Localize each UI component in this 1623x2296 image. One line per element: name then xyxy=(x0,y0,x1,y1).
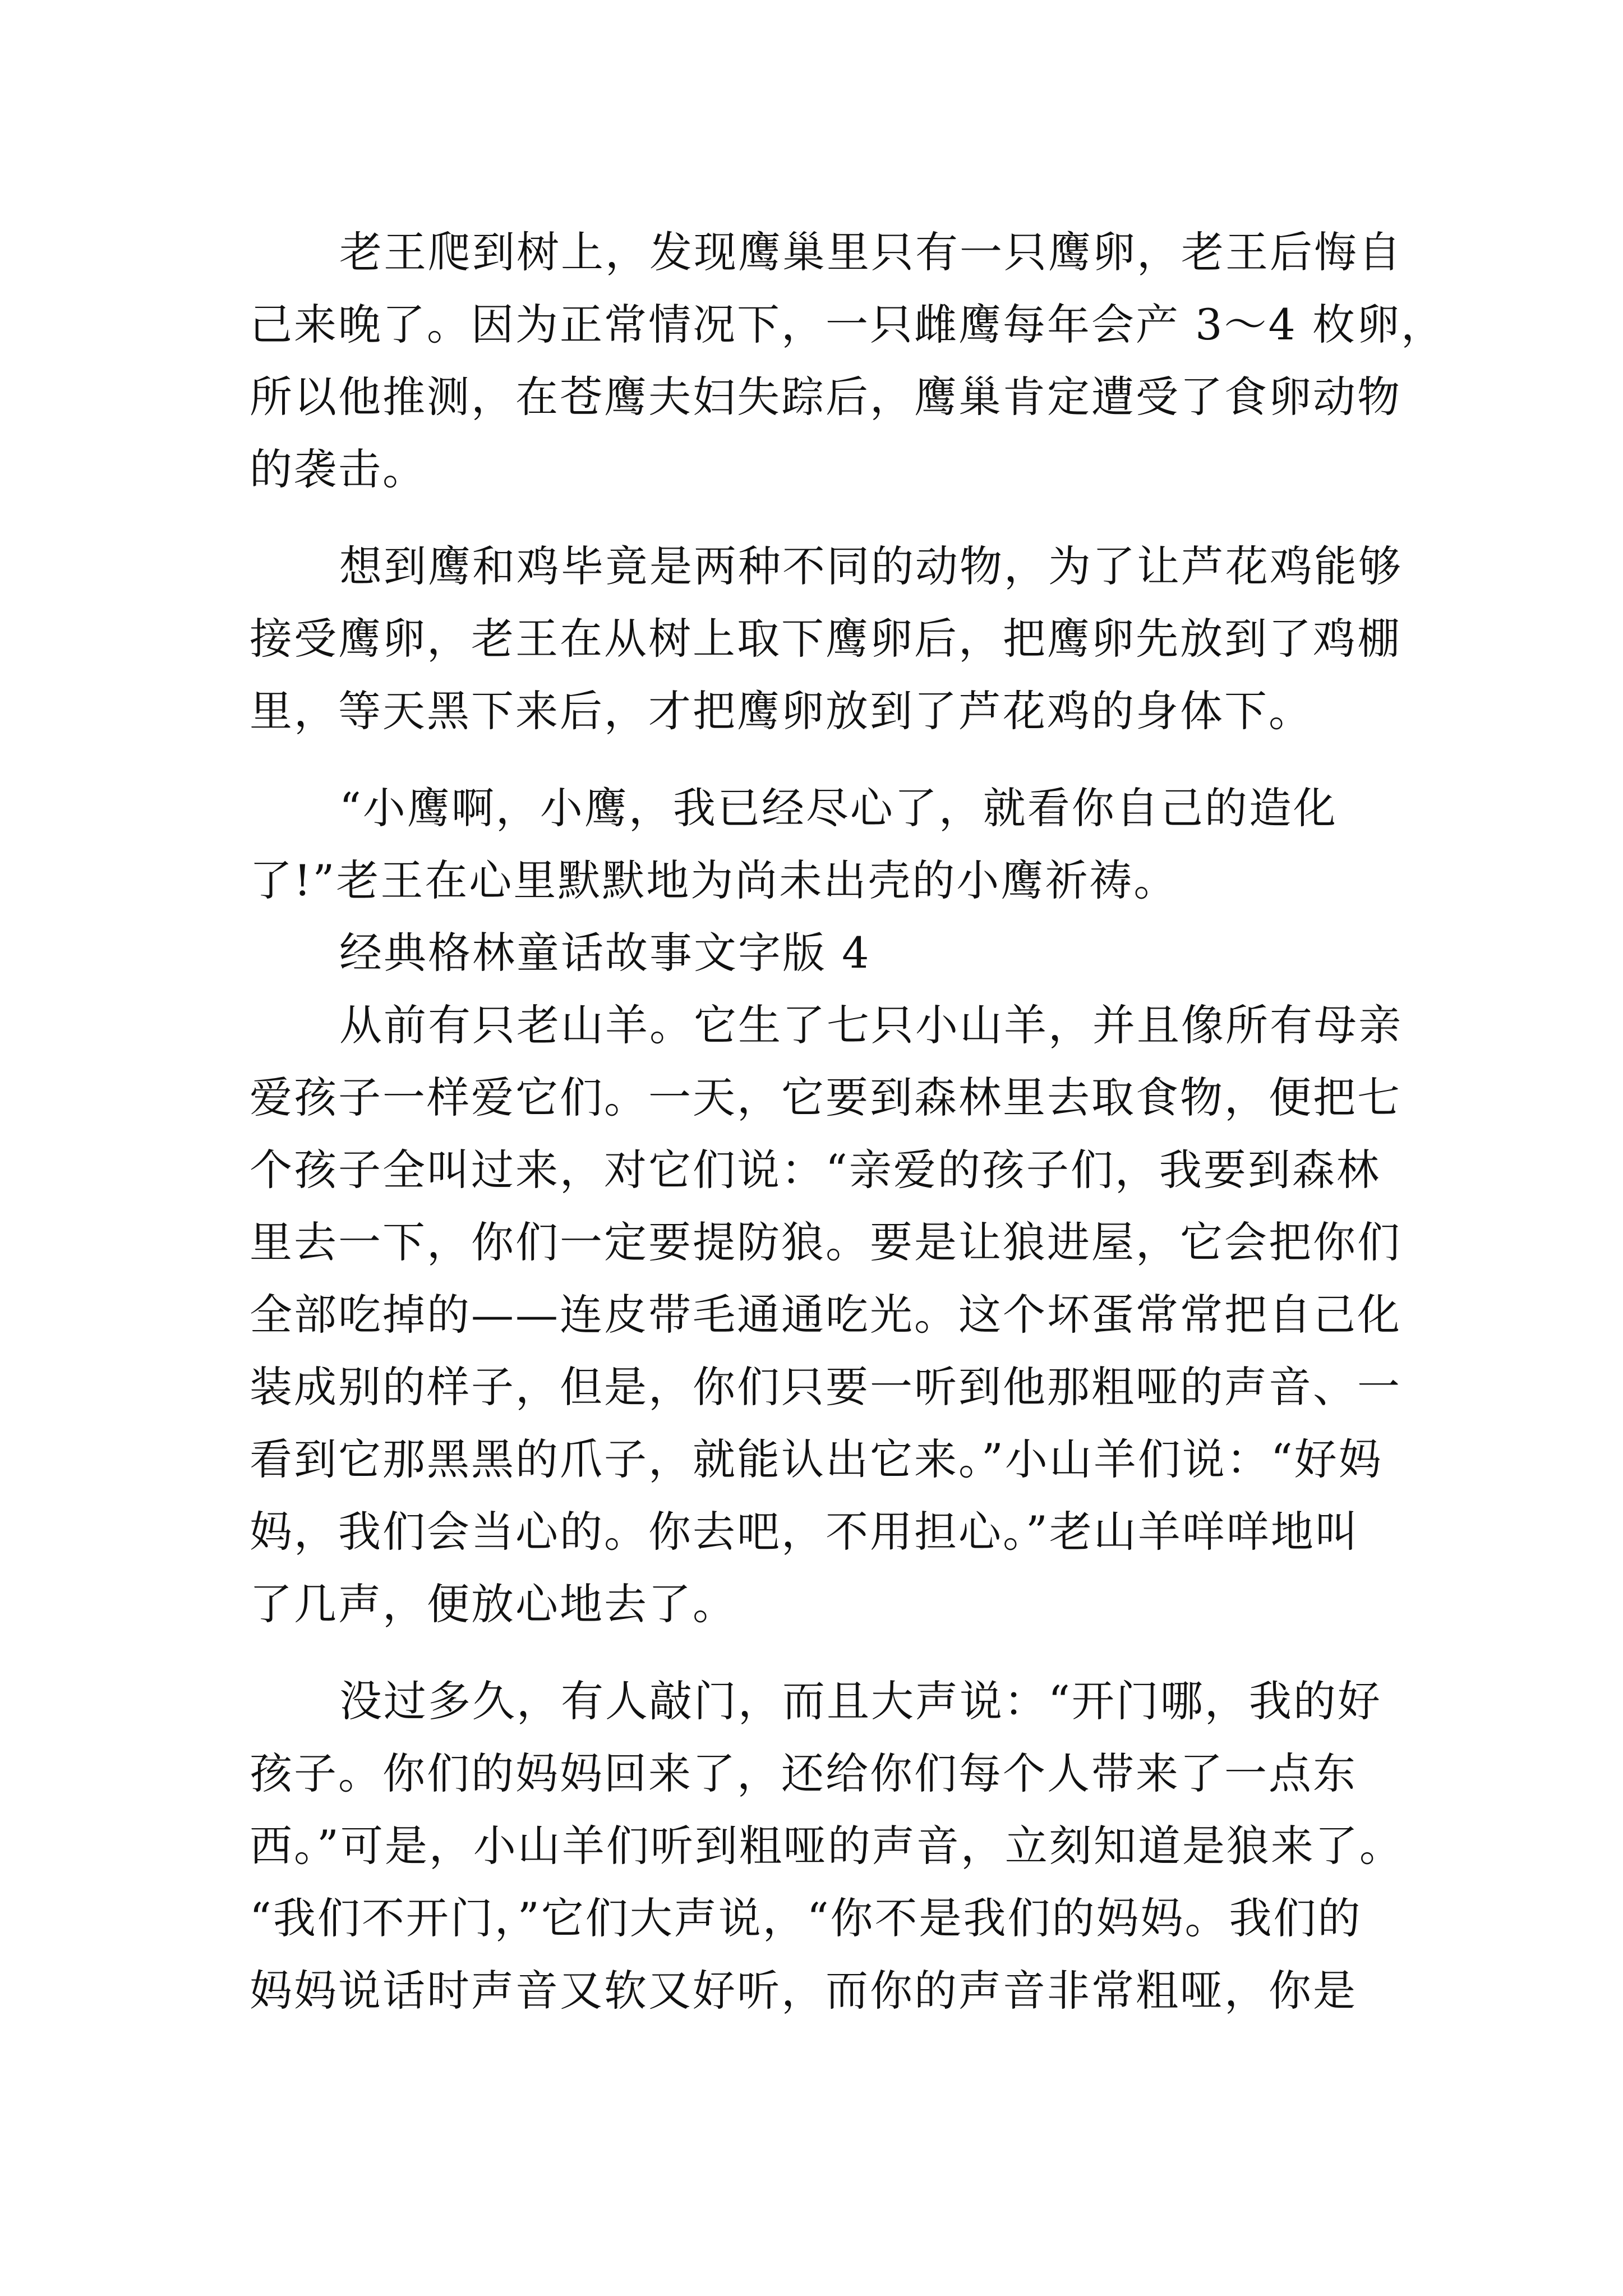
text-line: 里去一下，你们一定要提防狼。要是让狼进屋，它会把你们 xyxy=(250,1217,1401,1267)
text-line: 孩子。你们的妈妈回来了，还给你们每个人带来了一点东 xyxy=(250,1749,1357,1798)
text-line: 全部吃掉的——连皮带毛通通吃光。这个坏蛋常常把自己化 xyxy=(250,1290,1401,1340)
text-line: 西。”可是，小山羊们听到粗哑的声音，立刻知道是狼来了。 xyxy=(250,1821,1404,1871)
text-line: 了几声，便放心地去了。 xyxy=(250,1579,737,1629)
text-line: 个孩子全叫过来，对它们说：“亲爱的孩子们，我要到森林 xyxy=(250,1145,1381,1195)
document-body xyxy=(250,216,1446,2027)
text-line: 所以他推测，在苍鹰夫妇失踪后，鹰巢肯定遭受了食卵动物 xyxy=(250,372,1401,422)
text-line: 没过多久，有人敲门，而且大声说：“开门哪，我的好 xyxy=(339,1676,1382,1726)
text-line: “小鹰啊，小鹰，我已经尽心了，就看你自己的造化 xyxy=(339,783,1338,833)
text-line: 接受鹰卵，老王在从树上取下鹰卵后，把鹰卵先放到了鸡棚 xyxy=(250,614,1401,664)
text-line: 己来晚了。因为正常情况下，一只雌鹰每年会产 3～4 枚卵， xyxy=(250,300,1446,349)
text-line: 里，等天黑下来后，才把鹰卵放到了芦花鸡的身体下。 xyxy=(250,686,1313,736)
text-line: 爱孩子一样爱它们。一天，它要到森林里去取食物，便把七 xyxy=(250,1073,1401,1122)
text-line: 妈妈说话时声音又软又好听，而你的声音非常粗哑，你是 xyxy=(250,1966,1357,2016)
text-line: 的袭击。 xyxy=(250,444,427,494)
text-line: 想到鹰和鸡毕竟是两种不同的动物，为了让芦花鸡能够 xyxy=(339,541,1403,591)
text-line: 看到它那黑黑的爪子，就能认出它来。”小山羊们说：“好妈 xyxy=(250,1434,1383,1484)
text-line: 妈，我们会当心的。你去吧，不用担心。”老山羊咩咩地叫 xyxy=(250,1507,1359,1557)
paragraph xyxy=(250,1665,1427,2027)
text-line: 装成别的样子，但是，你们只要一听到他那粗哑的声音、一 xyxy=(250,1362,1401,1412)
text-line: 从前有只老山羊。它生了七只小山羊，并且像所有母亲 xyxy=(339,1000,1403,1050)
section-title xyxy=(250,917,1427,989)
text-line: 老王爬到树上，发现鹰巢里只有一只鹰卵，老王后悔自 xyxy=(339,227,1403,277)
paragraph xyxy=(250,772,1427,917)
paragraph xyxy=(250,216,1446,505)
text-line: “我们不开门，”它们大声说，“你不是我们的妈妈。我们的 xyxy=(250,1893,1362,1943)
text-line: 经典格林童话故事文字版 4 xyxy=(339,928,871,978)
text-line: 了!”老王在心里默默地为尚未出壳的小鹰祈祷。 xyxy=(250,855,1178,905)
paragraph xyxy=(250,530,1427,747)
paragraph xyxy=(250,989,1427,1640)
